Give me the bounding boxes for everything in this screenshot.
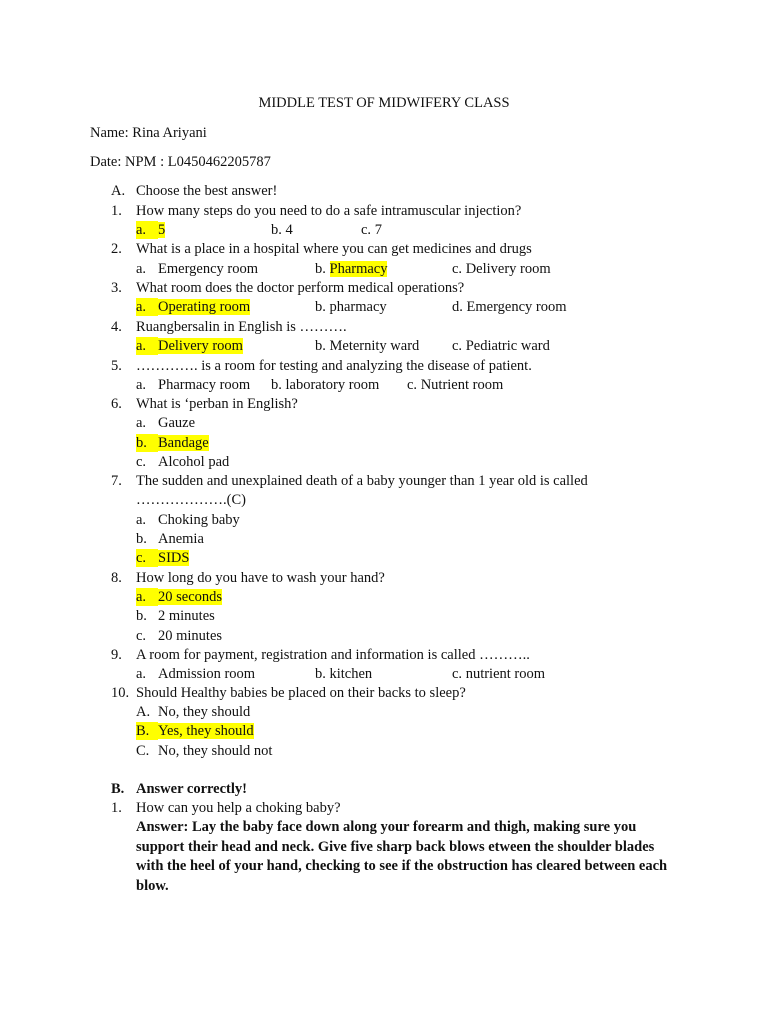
option [452,665,545,683]
option [136,665,255,683]
option [136,703,250,721]
option-letter: C. [136,743,150,759]
option [136,722,254,740]
option-text: Emergency room [466,299,567,315]
option [136,607,215,625]
student-date-npm: Date: NPM : L0450462205787 [90,154,271,170]
option [136,434,209,452]
question-number: 4. [111,319,122,335]
section-b-heading: Answer correctly! [136,781,247,797]
section-a-marker: A. [111,183,126,199]
question-text: …………. is a room for testing and analyzing the disease of patient. [136,358,532,374]
option-letter: b. [136,531,147,547]
option-text: 20 seconds [158,589,223,605]
option-text: Pediatric ward [465,338,550,354]
option [315,260,387,278]
option-text: Gauze [158,415,196,431]
question-text: What room does the doctor perform medical operations? [136,280,465,296]
option-text: Anemia [158,531,204,547]
question-text: What is a place in a hospital where you can get medicines and drugs [136,241,532,257]
question-number: 10. [111,685,130,701]
option [136,627,222,645]
option-letter: b. [136,608,147,624]
option [315,337,419,355]
option-text: Yes, they should [158,723,254,739]
option-text: Meternity ward [329,338,420,354]
question-number: 1. [111,800,122,816]
option [136,298,250,316]
question-number: 6. [111,396,122,412]
option-letter: b. [315,299,326,315]
option [315,665,372,683]
option-letter: b. [136,434,158,452]
question-number: 3. [111,280,122,296]
option [271,221,293,239]
option-text: 20 minutes [158,628,223,644]
option-text: 4 [285,222,293,238]
question-text: How many steps do you need to do a safe intramuscular injection? [136,203,522,219]
option [136,414,195,432]
question-text: How can you help a choking baby? [136,800,341,816]
option [136,221,165,239]
option-letter: b. [271,222,282,238]
option [136,337,243,355]
question-number: 5. [111,358,122,374]
option-letter: c. [407,377,418,393]
option-letter: c. [361,222,372,238]
question-text: How long do you have to wash your hand? [136,570,385,586]
option [136,511,240,529]
option-text: laboratory room [285,377,380,393]
section-b-marker: B. [111,781,125,797]
option-text: Pharmacy [329,261,388,277]
option-text: SIDS [158,550,190,566]
question-number: 1. [111,203,122,219]
option-text: pharmacy [329,299,387,315]
question-number: 2. [111,241,122,257]
option-text: Nutrient room [420,377,504,393]
option-letter: a. [136,666,147,682]
option-letter: d. [452,299,463,315]
option [315,298,387,316]
question-number: 7. [111,473,122,489]
section-a-heading: Choose the best answer! [136,183,278,199]
question-text: What is ‘perban in English? [136,396,298,412]
question-number: 8. [111,570,122,586]
option-text: 5 [158,222,166,238]
option-letter: A. [136,704,151,720]
option-letter: a. [136,261,147,277]
option-text: Operating room [158,299,251,315]
option-letter: a. [136,221,158,239]
option-letter: c. [452,666,463,682]
question-text: Ruangbersalin in English is ………. [136,319,347,335]
option-letter: c. [136,628,147,644]
option-letter: b. [315,666,326,682]
document-title: MIDDLE TEST OF MIDWIFERY CLASS [258,95,510,111]
option [136,376,250,394]
option-text: Pharmacy room [158,377,251,393]
option-text: 7 [374,222,382,238]
option-text: Alcohol pad [158,454,230,470]
option-letter: b. [271,377,282,393]
option-letter: a. [136,512,147,528]
option-text: No, they should not [158,743,273,759]
option [271,376,379,394]
option-letter: a. [136,337,158,355]
option-letter: a. [136,377,147,393]
option-text: Bandage [158,435,209,451]
answer-text: Answer: Lay the baby face down along your forearm and thigh, making sure you support their head and neck. Give five sharp back blows etween the shoulder blades with the heel of your hand, checking to see if the obstruction has cleared between each blow. [136,819,668,894]
option-letter: c. [136,454,147,470]
option-text: nutrient room [465,666,546,682]
option-text: Delivery room [158,338,243,354]
option [361,221,382,239]
option-letter: b. [315,338,326,354]
option-letter: B. [136,722,158,740]
question-text-continued: ……………….(C) [136,492,246,508]
question-number: 9. [111,647,122,663]
option-text: No, they should [158,704,251,720]
student-name: Name: Rina Ariyani [90,125,207,141]
option [452,337,550,355]
option-letter: a. [136,588,158,606]
option [136,453,229,471]
option [407,376,503,394]
option-text: Delivery room [465,261,551,277]
option [452,260,551,278]
option-letter: c. [452,261,463,277]
option-letter: c. [452,338,463,354]
option [136,549,189,567]
question-text: A room for payment, registration and information is called ……….. [136,647,530,663]
option-letter: a. [136,298,158,316]
option [136,260,258,278]
option-text: kitchen [329,666,373,682]
option-text: Emergency room [158,261,258,277]
option-text: Choking baby [158,512,240,528]
option-text: 2 minutes [158,608,215,624]
option-letter: b. [315,261,326,277]
option [136,588,222,606]
option [136,530,204,548]
option [452,298,567,316]
option-letter: c. [136,549,158,567]
question-text: Should Healthy babies be placed on their backs to sleep? [136,685,466,701]
option-letter: a. [136,415,147,431]
question-text: The sudden and unexplained death of a baby younger than 1 year old is called [136,473,588,489]
option [136,742,272,760]
option-text: Admission room [158,666,256,682]
